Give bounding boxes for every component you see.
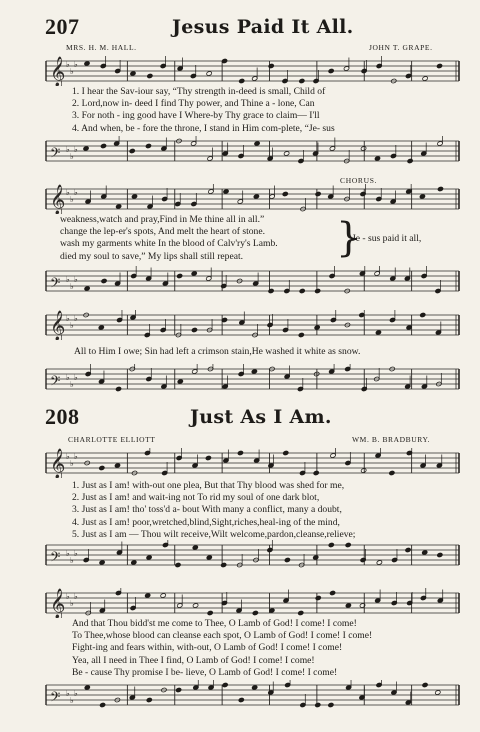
svg-text:♭: ♭ — [70, 67, 74, 76]
svg-text:♭: ♭ — [70, 599, 74, 608]
music-staff-lines — [0, 310, 480, 340]
svg-text:♭: ♭ — [74, 275, 78, 284]
svg-text:♭: ♭ — [66, 275, 70, 284]
music-staff — [0, 680, 480, 710]
svg-text:♭: ♭ — [74, 592, 78, 601]
svg-text:♭: ♭ — [70, 556, 74, 565]
svg-text:𝄞: 𝄞 — [50, 185, 66, 214]
hymn-composer: WM. B. BRADBURY. — [352, 435, 431, 444]
svg-text:♭: ♭ — [66, 373, 70, 382]
refrain-lyrics — [72, 618, 372, 679]
svg-text:𝄢: 𝄢 — [50, 145, 61, 164]
verse-line: died my soul to save,” My lips shall still repeat. — [60, 250, 244, 262]
svg-text:♭: ♭ — [74, 314, 78, 323]
verse-line: 2. Lord,now in- deed I find Thy power, and Thine a - lone, Can — [72, 98, 315, 110]
hymn-number: 207 — [45, 14, 80, 39]
svg-text:♭: ♭ — [70, 321, 74, 330]
music-staff — [0, 448, 480, 478]
music-staff-lines — [0, 540, 480, 570]
refrain-line: Yea, all I need in Thee I find, O Lamb of God! I come! I come! — [72, 654, 315, 666]
svg-text:♭: ♭ — [66, 145, 70, 154]
music-staff-lines — [0, 680, 480, 710]
svg-text:♭: ♭ — [70, 380, 74, 389]
hymn-number: 208 — [45, 404, 80, 429]
music-staff — [0, 56, 480, 86]
svg-text:♭: ♭ — [66, 452, 70, 461]
verse-line: 1. I hear the Sav-iour say, “Thy strength in-deed is small, Child of — [72, 86, 326, 97]
refrain-line: To Thee,whose blood can cleanse each spot, O Lamb of God! I come! I come! — [72, 630, 373, 642]
hymn-author: CHARLOTTE ELLIOTT — [68, 435, 156, 444]
verse-line: 4. Just as I am! poor,wretched,blind,Sight,riches,heal-ing of the mind, — [72, 516, 340, 528]
svg-text:♭: ♭ — [66, 549, 70, 558]
svg-text:♭: ♭ — [66, 60, 70, 69]
verse-lyrics — [60, 214, 278, 263]
music-staff-lines — [0, 364, 480, 394]
verse-lyrics — [72, 480, 355, 541]
svg-text:𝄞: 𝄞 — [50, 589, 66, 618]
svg-text:♭: ♭ — [70, 459, 74, 468]
svg-text:𝄢: 𝄢 — [50, 275, 61, 294]
hymn-composer: JOHN T. GRAPE. — [369, 43, 433, 52]
svg-text:♭: ♭ — [66, 689, 70, 698]
verse-line: weakness,watch and pray,Find in Me thine all in all.” — [60, 214, 265, 225]
svg-text:𝄞: 𝄞 — [50, 57, 66, 86]
svg-text:♭: ♭ — [66, 592, 70, 601]
music-staff — [0, 136, 480, 166]
svg-text:♭: ♭ — [66, 314, 70, 323]
music-staff — [0, 184, 480, 214]
chorus-label: CHORUS. — [340, 176, 378, 185]
music-staff — [0, 588, 480, 618]
refrain-line: Fight-ing and fears within, with-out, O Lamb of God! I come! I come! — [72, 642, 343, 654]
svg-text:♭: ♭ — [74, 452, 78, 461]
music-staff — [0, 310, 480, 340]
svg-text:♭: ♭ — [74, 188, 78, 197]
music-staff-lines — [0, 184, 480, 214]
svg-text:♭: ♭ — [70, 696, 74, 705]
verse-line: 5. Just as I am — Thou wilt receive,Wilt welcome,pardon,cleanse,relieve; — [72, 528, 356, 540]
svg-text:𝄢: 𝄢 — [50, 549, 61, 568]
hymn-author: MRS. H. M. HALL. — [66, 43, 137, 52]
music-staff — [0, 540, 480, 570]
svg-text:𝄢: 𝄢 — [50, 373, 61, 392]
music-staff — [0, 266, 480, 296]
svg-text:♭: ♭ — [70, 152, 74, 161]
refrain-line: Be - cause Thy promise I be- lieve, O Lamb of God! I come! I come! — [72, 666, 338, 678]
verse-line: 3. For noth - ing good have I Where-by Thy grace to claim— I'll — [72, 110, 320, 122]
verse-lyrics — [72, 86, 335, 135]
svg-text:♭: ♭ — [74, 373, 78, 382]
music-staff-lines — [0, 266, 480, 296]
hymn-title: Just As I Am. — [190, 406, 332, 428]
verse-line: wash my garments white In the blood of Calv'ry's Lamb. — [60, 238, 278, 250]
verse-line: 1. Just as I am! with-out one plea, But that Thy blood was shed for me, — [72, 480, 345, 491]
svg-text:♭: ♭ — [74, 145, 78, 154]
svg-text:♭: ♭ — [74, 60, 78, 69]
verse-line: change the lep-er's spots, And melt the heart of stone. — [60, 226, 266, 238]
svg-text:♭: ♭ — [74, 549, 78, 558]
svg-text:♭: ♭ — [74, 689, 78, 698]
verse-line: 2. Just as I am! and wait-ing not To rid my soul of one dark blot, — [72, 492, 320, 504]
music-staff-lines — [0, 56, 480, 86]
hymn-title: Jesus Paid It All. — [172, 16, 354, 38]
svg-text:♭: ♭ — [66, 188, 70, 197]
verse-line: 4. And when, be - fore the throne, I stand in Him com-plete, “Je- sus — [72, 122, 335, 134]
svg-text:𝄢: 𝄢 — [50, 689, 61, 708]
chorus-lyric: Je - sus paid it all, — [352, 233, 422, 244]
music-staff-lines — [0, 136, 480, 166]
music-staff — [0, 364, 480, 394]
chorus-lyric: All to Him I owe; Sin had left a crimson stain,He washed it white as snow. — [74, 346, 361, 357]
svg-text:♭: ♭ — [70, 195, 74, 204]
svg-text:𝄞: 𝄞 — [50, 311, 66, 340]
refrain-line: And that Thou bidd'st me come to Thee, O Lamb of God! I come! I come! — [72, 618, 357, 629]
music-staff-lines — [0, 588, 480, 618]
verse-brace: } — [336, 215, 362, 261]
svg-text:𝄞: 𝄞 — [50, 449, 66, 478]
music-staff-lines — [0, 448, 480, 478]
svg-text:♭: ♭ — [70, 282, 74, 291]
verse-line: 3. Just as I am! tho' toss'd a- bout With many a conflict, many a doubt, — [72, 504, 342, 516]
